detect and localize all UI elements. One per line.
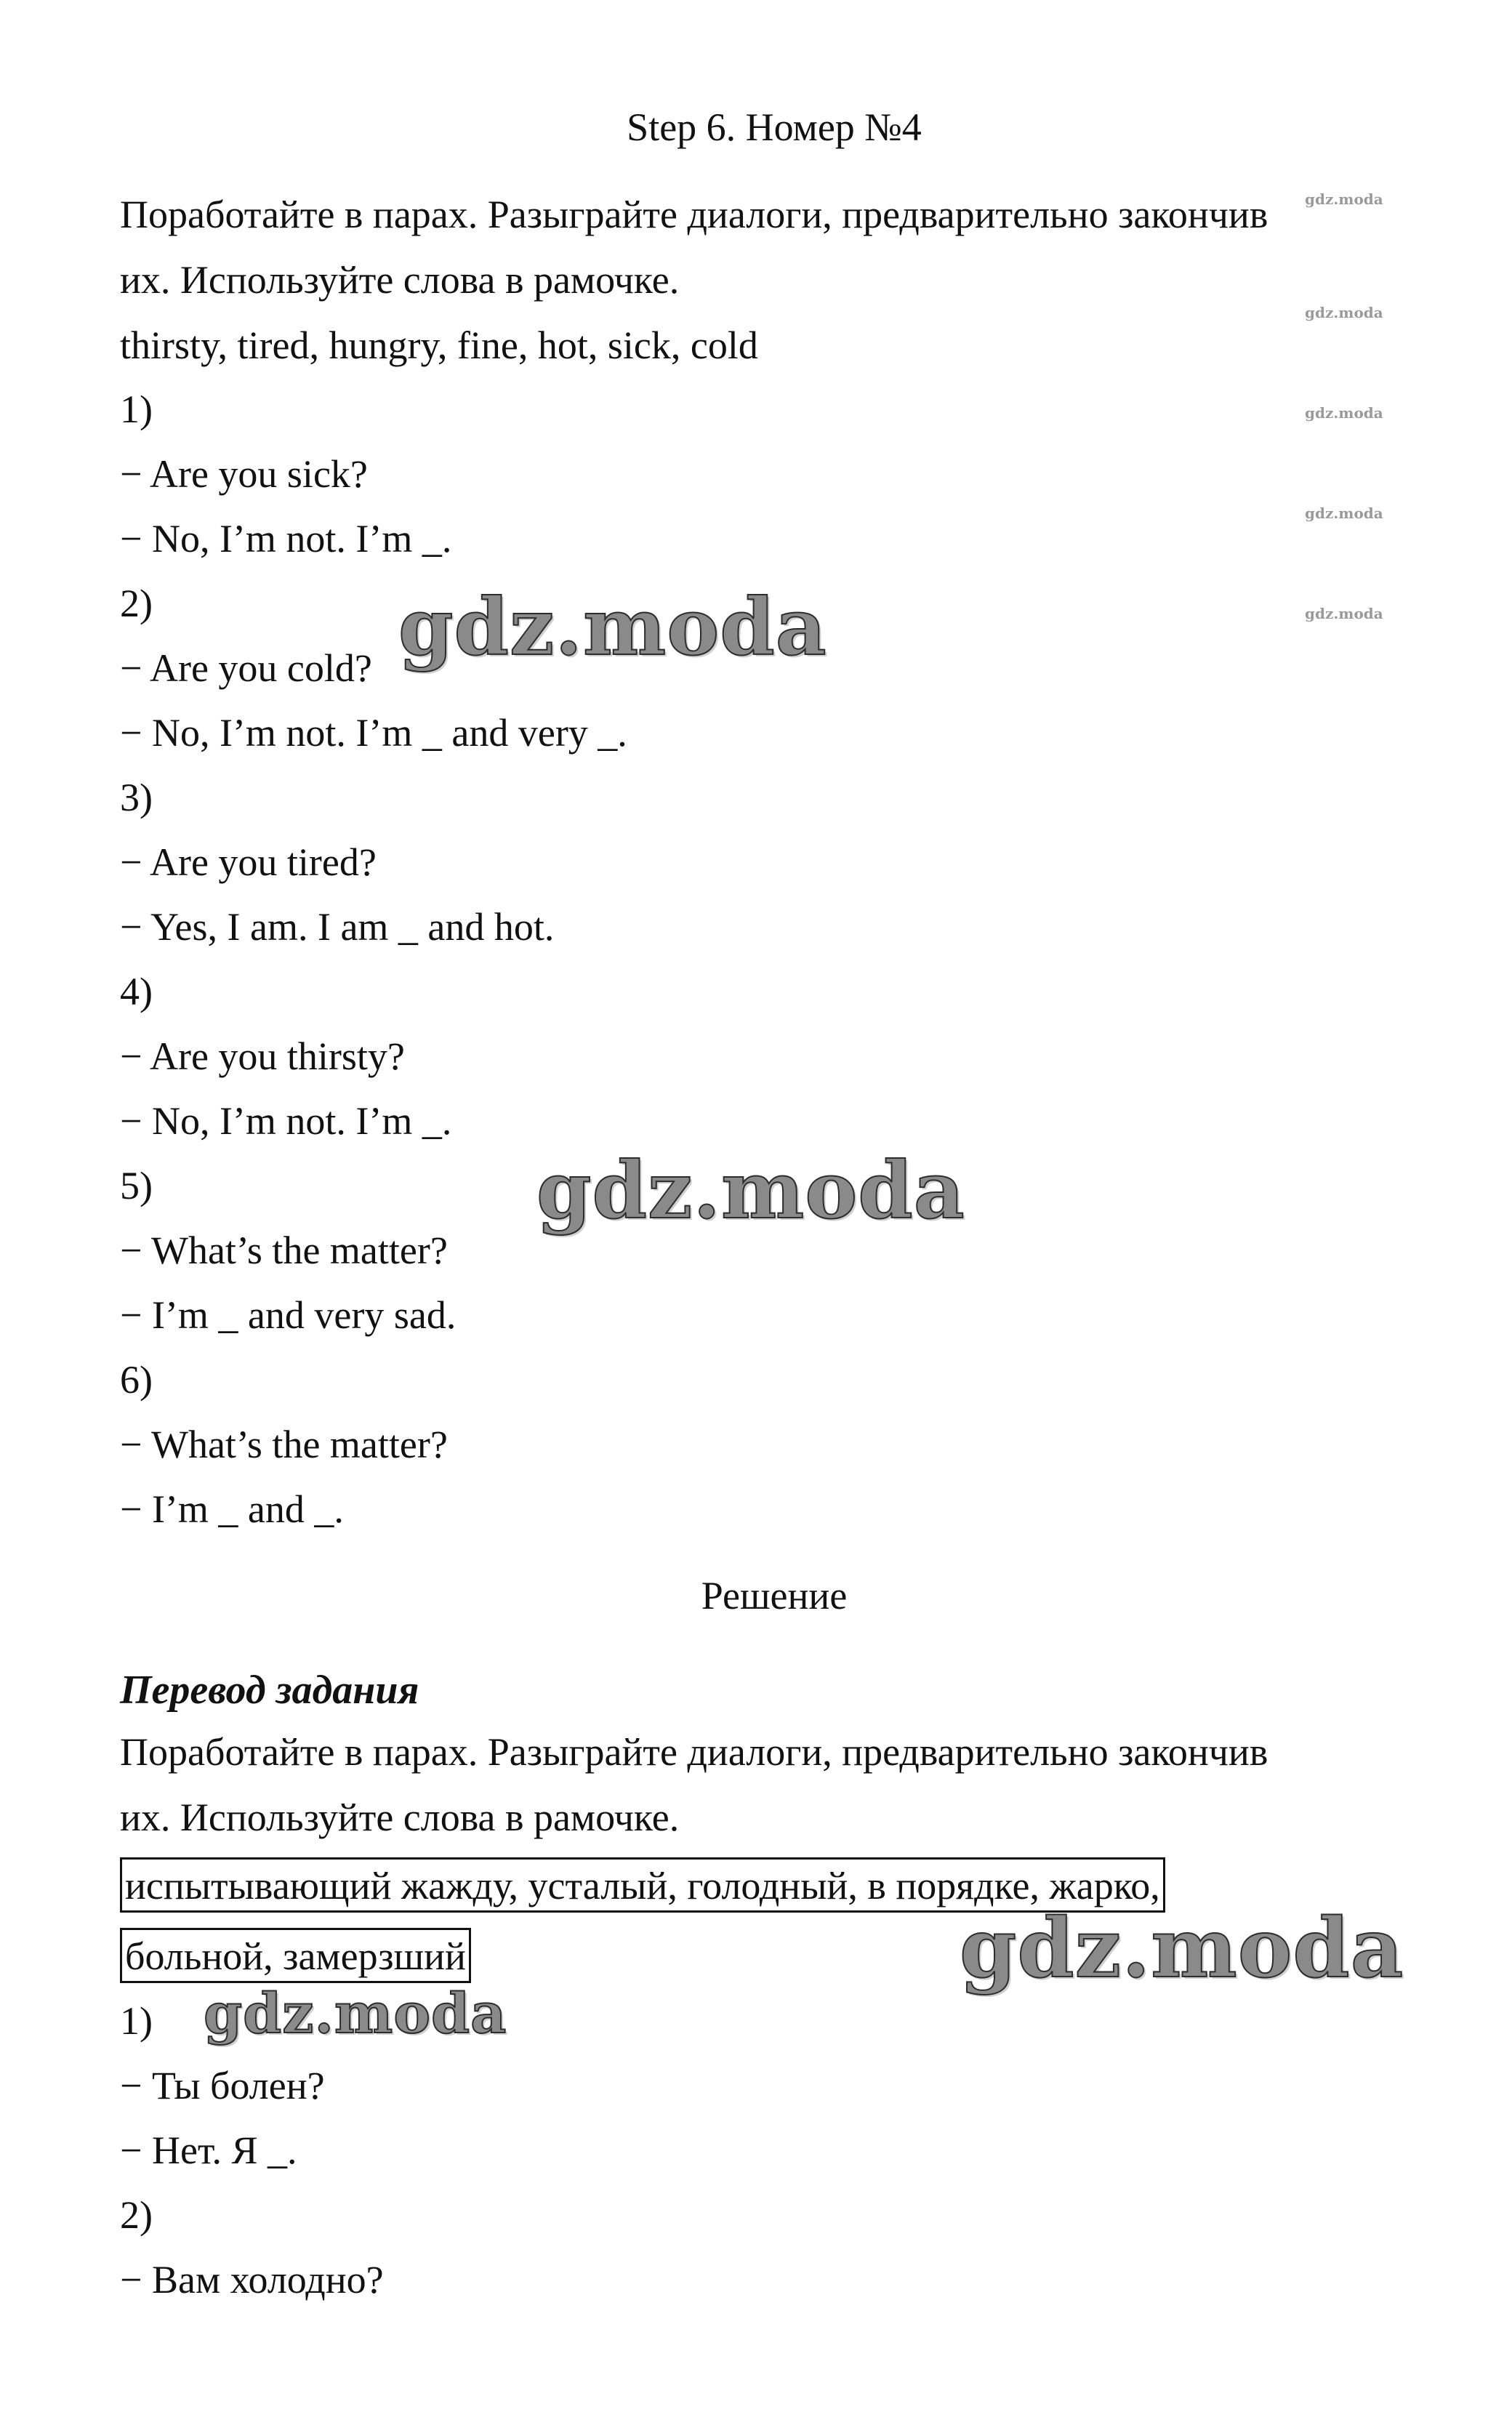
dialogue-line: 6) xyxy=(120,1358,153,1402)
dialogue-line: − Yes, I am. I am _ and hot. xyxy=(120,905,555,949)
dialogue-line: 2) xyxy=(120,582,153,625)
watermark: gdz.moda xyxy=(536,1145,965,1237)
task-word-bank: thirsty, tired, hungry, fine, hot, sick, cold xyxy=(120,323,758,367)
watermark: gdz.moda xyxy=(398,582,827,673)
dialogue-line: − Are you tired? xyxy=(120,840,377,884)
translation-instruction-line-1: Поработайте в парах. Разыграйте диалоги, предварительно закончив xyxy=(120,1730,1268,1774)
watermark-small: gdz.moda xyxy=(1305,404,1383,422)
dialogue-line: − No, I’m not. I’m _ and very _. xyxy=(120,711,627,755)
dialogue-line: 5) xyxy=(120,1164,153,1207)
translation-word-box-line-2: больной, замерзший xyxy=(120,1928,471,1983)
page-title: Step 6. Номер №4 xyxy=(627,105,922,149)
dialogue-line: − Are you cold? xyxy=(120,646,372,690)
task-instruction-line-1: Поработайте в парах. Разыграйте диалоги, предварительно закончив xyxy=(120,193,1268,236)
dialogue-line: − No, I’m not. I’m _. xyxy=(120,517,452,560)
dialogue-line: 3) xyxy=(120,776,153,819)
dialogue-line: − Are you thirsty? xyxy=(120,1034,405,1078)
dialogue-line: − Are you sick? xyxy=(120,452,368,496)
dialogue-line: 4) xyxy=(120,970,153,1013)
watermark: gdz.moda xyxy=(960,1901,1404,1996)
dialogue-line: − What’s the matter? xyxy=(120,1423,448,1466)
watermark: gdz.moda xyxy=(204,1981,507,2046)
translation-line: 2) xyxy=(120,2193,153,2237)
translation-line: − Ты болен? xyxy=(120,2064,325,2107)
translation-line: − Вам холодно? xyxy=(120,2258,384,2302)
task-instruction-line-2: их. Используйте слова в рамочке. xyxy=(120,258,680,302)
watermark-small: gdz.moda xyxy=(1305,190,1383,208)
dialogue-line: − I’m _ and very sad. xyxy=(120,1293,457,1337)
watermark-small: gdz.moda xyxy=(1305,304,1383,321)
translation-heading: Перевод задания xyxy=(120,1668,419,1713)
dialogue-line: 1) xyxy=(120,387,153,431)
dialogue-line: − No, I’m not. I’m _. xyxy=(120,1099,452,1143)
watermark-small: gdz.moda xyxy=(1305,505,1383,522)
dialogue-line: − I’m _ and _. xyxy=(120,1487,344,1531)
watermark-small: gdz.moda xyxy=(1305,605,1383,622)
translation-word-box-line-1: испытывающий жажду, усталый, голодный, в порядке, жарко, xyxy=(120,1857,1165,1913)
translation-line: 1) xyxy=(120,1999,153,2043)
translation-instruction-line-2: их. Используйте слова в рамочке. xyxy=(120,1796,680,1839)
solution-heading: Решение xyxy=(701,1574,848,1617)
dialogue-line: − What’s the matter? xyxy=(120,1229,448,1272)
translation-line: − Нет. Я _. xyxy=(120,2128,297,2172)
